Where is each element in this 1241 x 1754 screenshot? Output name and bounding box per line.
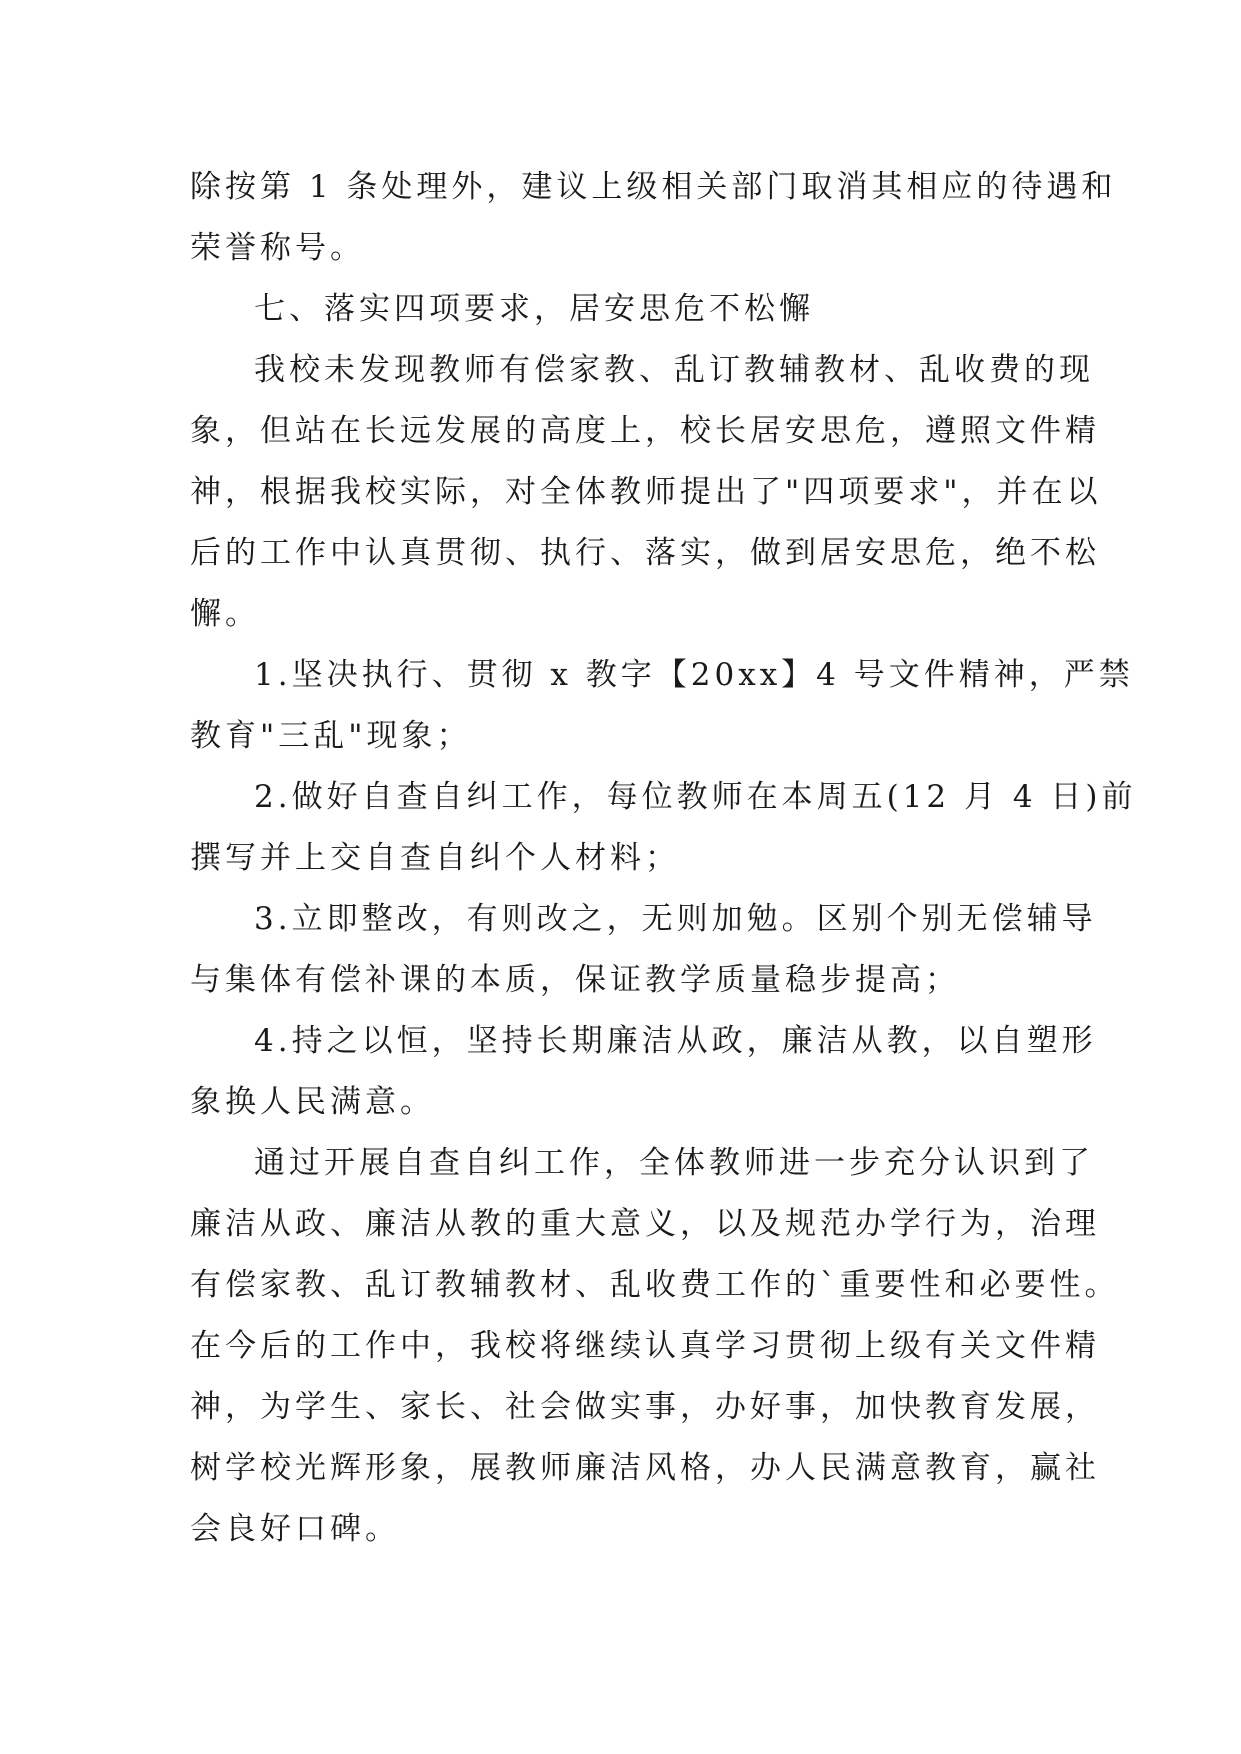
heading-text: 七、落实四项要求，居安思危不松懈 <box>254 291 814 327</box>
text-line: 除按第 1 条处理外，建议上级相关部门取消其相应的待遇和 <box>190 169 1117 205</box>
text-line: 3.立即整改，有则改之，无则加勉。区别个别无偿辅导 <box>254 901 1097 937</box>
requirement-item-2 <box>190 767 1137 889</box>
text-line: 荣誉称号。 <box>190 230 365 266</box>
requirement-item-4 <box>190 1011 1097 1133</box>
text-line: 懈。 <box>190 596 260 632</box>
text-line: 象换人民满意。 <box>190 1084 435 1120</box>
text-line: 通过开展自查自纠工作，全体教师进一步充分认识到了 <box>254 1145 1094 1181</box>
paragraph-continuation <box>190 157 1117 279</box>
paragraph-intro <box>190 340 1102 645</box>
text-line: 与集体有偿补课的本质，保证教学质量稳步提高； <box>190 962 960 998</box>
text-line: 1.坚决执行、贯彻 x 教字【20xx】4 号文件精神，严禁 <box>254 657 1134 693</box>
text-line: 教育"三乱"现象； <box>190 718 472 754</box>
text-line: 廉洁从政、廉洁从教的重大意义，以及规范办学行为，治理 <box>190 1206 1100 1242</box>
text-line: 会良好口碑。 <box>190 1511 400 1547</box>
document-body <box>190 157 1137 1560</box>
text-line: 撰写并上交自查自纠个人材料； <box>190 840 680 876</box>
text-line: 后的工作中认真贯彻、执行、落实，做到居安思危，绝不松 <box>190 535 1100 571</box>
text-line: 有偿家教、乱订教辅教材、乱收费工作的`重要性和必要性。 <box>190 1267 1120 1303</box>
text-line: 在今后的工作中，我校将继续认真学习贯彻上级有关文件精 <box>190 1328 1100 1364</box>
requirement-item-3 <box>190 889 1097 1011</box>
text-line: 2.做好自查自纠工作，每位教师在本周五(12 月 4 日)前 <box>254 779 1137 815</box>
text-line: 4.持之以恒，坚持长期廉洁从政，廉洁从教，以自塑形 <box>254 1023 1097 1059</box>
text-line: 神，为学生、家长、社会做实事，办好事，加快教育发展， <box>190 1389 1100 1425</box>
text-line: 象，但站在长远发展的高度上，校长居安思危，遵照文件精 <box>190 413 1100 449</box>
text-line: 神，根据我校实际，对全体教师提出了"四项要求"，并在以 <box>190 474 1102 510</box>
requirement-item-1 <box>190 645 1134 767</box>
section-heading <box>190 279 1060 340</box>
text-line: 树学校光辉形象，展教师廉洁风格，办人民满意教育，赢社 <box>190 1450 1100 1486</box>
text-line: 我校未发现教师有偿家教、乱订教辅教材、乱收费的现 <box>254 352 1094 388</box>
paragraph-conclusion <box>190 1133 1120 1560</box>
